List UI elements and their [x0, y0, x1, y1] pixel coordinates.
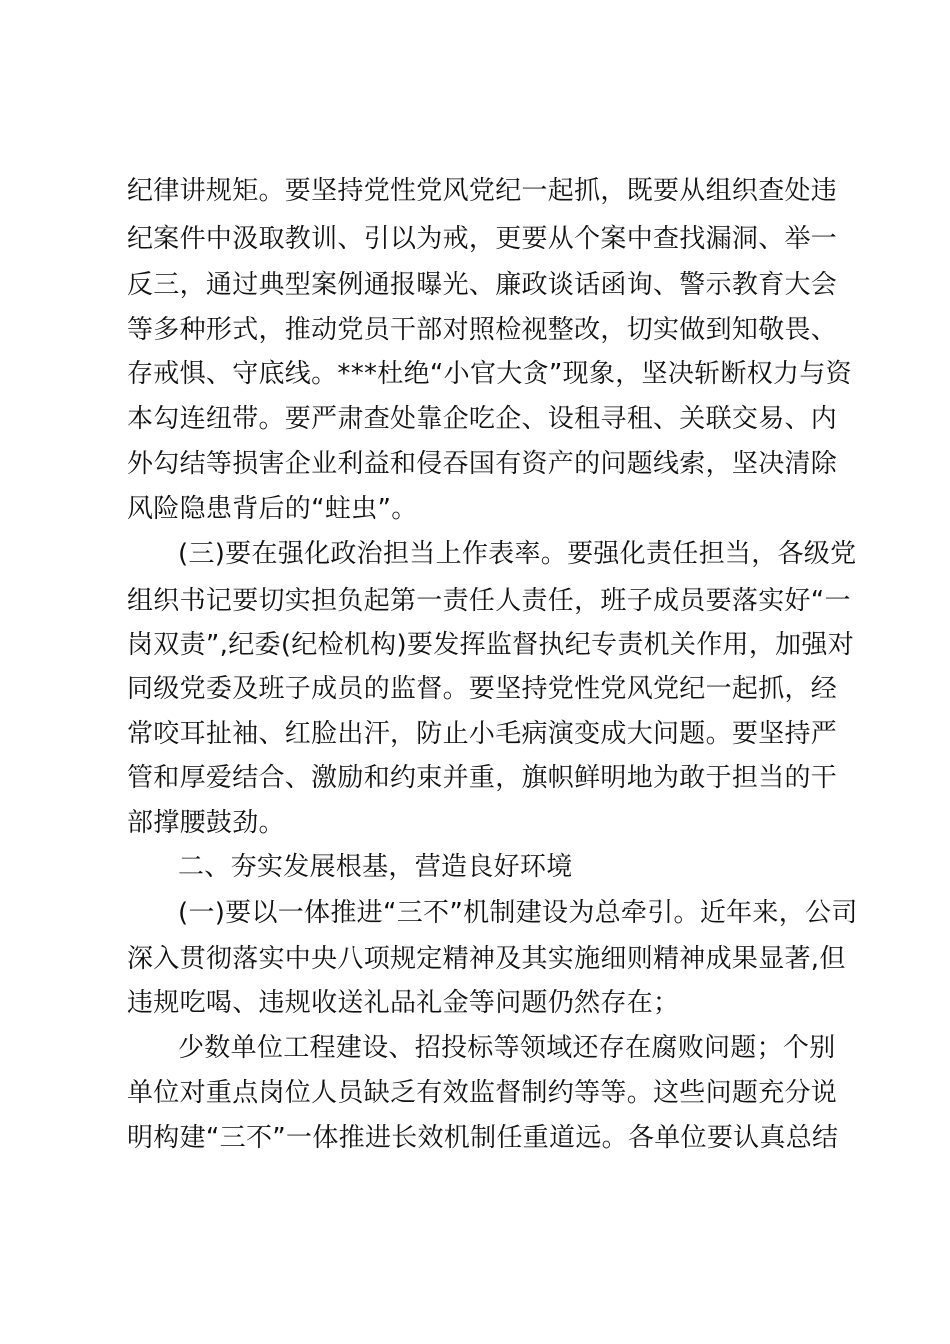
text-line: 部撑腰鼓劲。 — [127, 808, 285, 838]
text-line: 深入贯彻落实中央八项规定精神及其实施细则精神成果显著,但 — [127, 944, 846, 974]
text-line: 反三，通过典型案例通报曝光、廉政谈话函询、警示教育大会 — [127, 270, 838, 300]
text-line: 风险隐患背后的“蛀虫”。 — [127, 494, 418, 524]
text-line: 少数单位工程建设、招投标等领域还存在腐败问题；个别 — [178, 1033, 836, 1063]
section-heading: 二、夯实发展根基，营造良好环境 — [178, 852, 573, 882]
text-line: 本勾连纽带。要严肃查处靠企吃企、设租寻租、关联交易、内 — [127, 404, 838, 434]
paragraph-heading: (一)要以一体推进“三不”机制建设为总牵引。近年来，公司 — [178, 898, 858, 928]
text-line: 岗双责”,纪委(纪检机构)要发挥监督执纪专责机关作用，加强对 — [127, 630, 855, 660]
paragraph-heading: (三)要在强化政治担当上作表率。要强化责任担当，各级党 — [178, 539, 857, 569]
text-line: 单位对重点岗位人员缺乏有效监督制约等等。这些问题充分说 — [127, 1078, 838, 1108]
text-line: 常咬耳扯袖、红脸出汗，防止小毛病演变成大问题。要坚持严 — [127, 719, 838, 749]
text-line: 组织书记要切实担负起第一责任人责任，班子成员要落实好“一 — [127, 586, 851, 616]
text-line: 同级党委及班子成员的监督。要坚持党性党风党纪一起抓，经 — [127, 674, 838, 704]
text-line: 管和厚爱结合、激励和约束并重，旗帜鲜明地为敢于担当的干 — [127, 763, 838, 793]
text-line: 等多种形式，推动党员干部对照检视整改，切实做到知敬畏、 — [127, 315, 838, 345]
text-line: 纪案件中汲取教训、引以为戒，更要从个案中查找漏洞、举一 — [127, 224, 838, 254]
text-line: 违规吃喝、违规收送礼品礼金等问题仍然存在； — [127, 988, 680, 1018]
text-line: 外勾结等损害企业利益和侵吞国有资产的问题线索，坚决清除 — [127, 449, 838, 479]
text-line: 纪律讲规矩。要坚持党性党风党纪一起抓，既要从组织查处违 — [127, 176, 838, 206]
text-line: 存戒惧、守底线。***杜绝“小官大贪”现象，坚决斩断权力与资 — [127, 359, 852, 389]
text-line: 明构建“三不”一体推进长效机制任重道远。各单位要认真总结 — [127, 1123, 839, 1153]
